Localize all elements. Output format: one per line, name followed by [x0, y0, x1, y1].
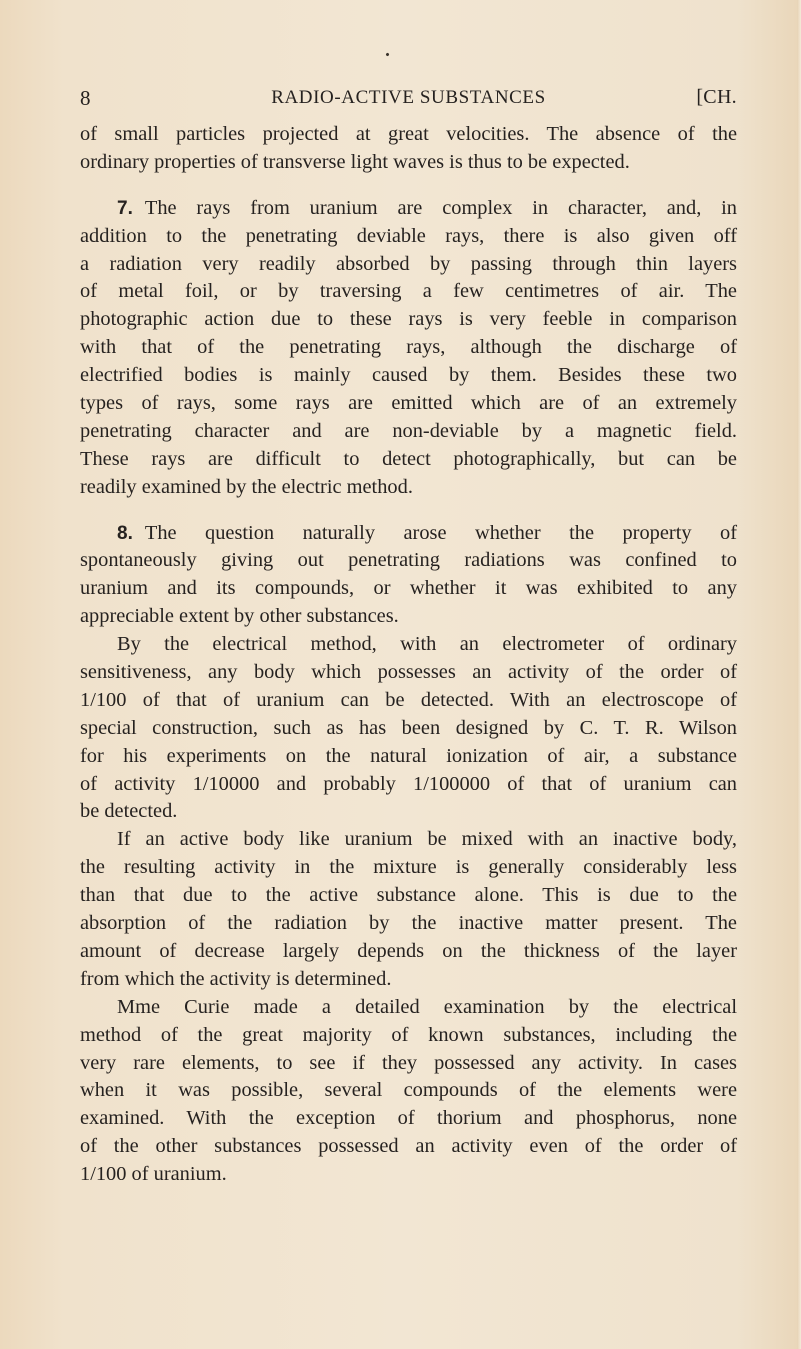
- running-header: [80, 86, 737, 112]
- text-line: By the electrical method, with an electrometer of ordinary: [117, 633, 737, 656]
- paragraph-curie: [80, 994, 737, 1189]
- page-number: 8: [80, 86, 91, 110]
- text-line: electrified bodies is mainly caused by them. Besides these two: [80, 364, 737, 387]
- text-line: examined. With the exception of thorium and phosphorus, none: [80, 1107, 737, 1130]
- text-line: spontaneously giving out penetrating radiations was confined to: [80, 549, 737, 572]
- section-8-paragraph: [80, 520, 737, 632]
- text-line: of activity 1/10000 and probably 1/100000 of that of uranium can: [80, 772, 737, 795]
- paper-speck: [385, 52, 389, 56]
- text-line-content: The question naturally arose whether the property of: [144, 521, 737, 544]
- section-number: 7.: [117, 197, 133, 219]
- text-line: be detected.: [80, 800, 178, 823]
- text-line: ordinary properties of transverse light waves is thus to be expected.: [80, 150, 630, 173]
- body-text: [80, 121, 737, 1189]
- section-7-paragraph: [80, 195, 737, 502]
- paragraph-mixture: [80, 826, 737, 993]
- text-line: when it was possible, several compounds of the elements were: [80, 1079, 737, 1102]
- text-line-content: The rays from uranium are complex in character, and, in: [144, 196, 737, 219]
- text-line: readily examined by the electric method.: [80, 475, 413, 498]
- text-line: from which the activity is determined.: [80, 967, 392, 990]
- text-line: a radiation very readily absorbed by passing through thin layers: [80, 252, 737, 275]
- text-line: of metal foil, or by traversing a few centimetres of air. The: [80, 280, 737, 303]
- text-line: amount of decrease largely depends on the thickness of the layer: [80, 939, 737, 962]
- text-line: uranium and its compounds, or whether it was exhibited to any: [80, 577, 737, 600]
- text-line: with that of the penetrating rays, although the discharge of: [80, 336, 737, 359]
- text-line: the resulting activity in the mixture is generally considerably less: [80, 856, 737, 879]
- text-line: Mme Curie made a detailed examination by the electrical: [117, 995, 737, 1018]
- chapter-marker: [CH.: [696, 86, 737, 108]
- running-title: RADIO-ACTIVE SUBSTANCES: [271, 87, 546, 108]
- paragraph-electrical-method: [80, 631, 737, 826]
- text-line: for his experiments on the natural ionization of air, a substance: [80, 744, 737, 767]
- text-line: appreciable extent by other substances.: [80, 605, 399, 628]
- text-line: of small particles projected at great velocities. The absence of the: [80, 123, 737, 145]
- text-line: [80, 195, 737, 223]
- text-line: sensitiveness, any body which possesses an activity of the order of: [80, 661, 737, 684]
- text-line: 1/100 of uranium.: [80, 1163, 227, 1186]
- text-line: If an active body like uranium be mixed with an inactive body,: [117, 828, 737, 851]
- text-line: than that due to the active substance alone. This is due to the: [80, 884, 737, 907]
- text-line: method of the great majority of known substances, including the: [80, 1023, 737, 1046]
- text-line: types of rays, some rays are emitted which are of an extremely: [80, 392, 737, 415]
- text-line: absorption of the radiation by the inactive matter present. The: [80, 912, 737, 935]
- paragraph-continuation: [80, 121, 737, 177]
- section-number: 8.: [117, 522, 133, 544]
- text-line: 1/100 of that of uranium can be detected. With an electroscope of: [80, 688, 737, 711]
- text-line: of the other substances possessed an activity even of the order of: [80, 1135, 737, 1158]
- text-line: [80, 520, 737, 548]
- text-line: special construction, such as has been designed by C. T. R. Wilson: [80, 716, 737, 739]
- text-line: photographic action due to these rays is very feeble in comparison: [80, 308, 737, 331]
- text-line: addition to the penetrating deviable rays, there is also given off: [80, 224, 737, 247]
- text-line: These rays are difficult to detect photographically, but can be: [80, 447, 737, 470]
- page-edge: [797, 0, 801, 1349]
- text-line: very rare elements, to see if they possessed any activity. In cases: [80, 1051, 737, 1074]
- text-line: penetrating character and are non-deviable by a magnetic field.: [80, 419, 737, 442]
